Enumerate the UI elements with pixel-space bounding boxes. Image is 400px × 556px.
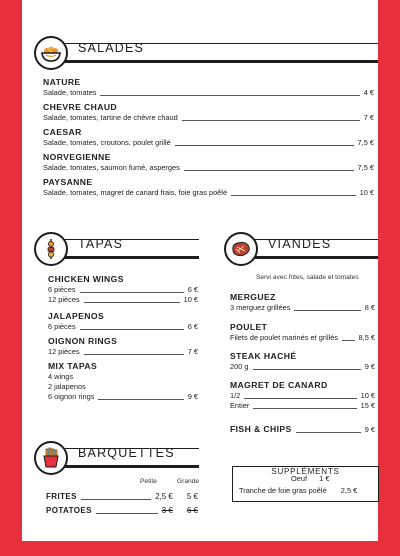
item-name: OIGNON RINGS (48, 336, 118, 346)
item-name: CAESAR (43, 127, 82, 137)
leader-dots (342, 340, 355, 341)
item-desc: 4 wings (48, 372, 74, 381)
item-price: 7 € (363, 113, 374, 122)
item-price: 8 € (364, 303, 375, 312)
item-name: POTATOES (46, 506, 92, 515)
item-name: Tranche de foie gras poêlé (239, 486, 327, 495)
price-large: 5 € (186, 492, 198, 501)
item-desc: 12 pièces (48, 295, 80, 304)
leader-dots (98, 399, 183, 400)
item-desc: 200 g (230, 362, 249, 371)
item-desc: Filets de poulet marinés et grillés (230, 333, 339, 342)
salade-chevre (43, 102, 374, 123)
item-price: 6 € (187, 322, 198, 331)
supplement-foie-gras (239, 486, 357, 495)
item-desc: 3 merguez grillées (230, 303, 291, 312)
item-name: NATURE (43, 77, 81, 87)
item-desc: 6 pièces (48, 322, 76, 331)
leader-dots (296, 432, 361, 433)
barquettes-title: BARQUETTES (78, 446, 175, 460)
leader-dots (100, 95, 359, 96)
fries-icon (34, 441, 68, 475)
item-price: 2,5 € (340, 486, 358, 495)
item-desc: 12 pièces (48, 347, 80, 356)
price-small: 3 € (161, 506, 173, 515)
salad-bowl-icon (34, 36, 68, 70)
item-price: 1 € (319, 474, 330, 483)
leader-dots (182, 120, 360, 121)
leader-dots (84, 302, 180, 303)
item-name: PAYSANNE (43, 177, 93, 187)
viande-magret (230, 380, 375, 411)
salade-norvegienne (43, 152, 374, 173)
viande-steak (230, 351, 375, 372)
item-desc: Entier (230, 401, 250, 410)
viande-poulet (230, 322, 375, 343)
tapas-mix (48, 361, 198, 402)
item-desc: Salade, tomates, magret de canard frais, foie gras poêlé (43, 188, 228, 197)
item-price: 15 € (360, 401, 375, 410)
item-desc: Salade, tomates, croutons, poulet grillé (43, 138, 171, 147)
viandes-header (224, 232, 378, 266)
item-price: 10 € (183, 295, 198, 304)
steak-icon (224, 232, 258, 266)
supplements-box (232, 466, 379, 502)
leader-dots (80, 329, 184, 330)
viandes-note: Servi avec frites, salade et tomates (256, 274, 359, 281)
item-name: Oeuf (291, 474, 308, 483)
salades-title: SALADES (78, 41, 145, 55)
item-desc: Salade, tomates, tartine de chèvre chaud (43, 113, 178, 122)
item-desc: Salade, tomates (43, 88, 97, 97)
barquette-potatoes (46, 506, 198, 516)
leader-dots (80, 292, 184, 293)
tapas-oignon-rings (48, 336, 198, 357)
leader-dots (253, 369, 361, 370)
tapas-header (34, 232, 199, 266)
leader-dots (175, 145, 354, 146)
leader-dots (81, 499, 151, 500)
item-price: 10 € (360, 391, 375, 400)
salade-paysanne (43, 177, 374, 198)
tapas-jalapenos (48, 311, 198, 332)
item-desc: 1/2 (230, 391, 241, 400)
leader-dots (244, 398, 356, 399)
skewer-icon (34, 232, 68, 266)
salade-caesar (43, 127, 374, 148)
leader-dots (84, 354, 184, 355)
leader-dots (184, 170, 354, 171)
viande-merguez (230, 292, 375, 313)
supplement-oeuf (291, 474, 329, 483)
salade-nature (43, 77, 374, 98)
price-large: 6 € (186, 506, 198, 515)
item-price: 7,5 € (357, 163, 374, 172)
item-price: 9 € (364, 362, 375, 371)
item-price: 7 € (187, 347, 198, 356)
item-price: 9 € (187, 392, 198, 401)
item-price: 4 € (363, 88, 374, 97)
item-desc: 6 oignon rings (48, 392, 95, 401)
salades-header (34, 36, 378, 70)
tapas-title: TAPAS (78, 237, 124, 251)
barquettes-header (34, 441, 199, 475)
item-desc: 2 jalapenos (48, 382, 86, 391)
item-name: POULET (230, 322, 268, 332)
menu-page (22, 0, 378, 541)
item-price: 9 € (364, 425, 375, 434)
leader-dots (294, 310, 360, 311)
item-price: 8,5 € (358, 333, 375, 342)
leader-dots (231, 195, 356, 196)
supplements-title: SUPPLÉMENTS (266, 467, 344, 476)
item-name: NORVEGIENNE (43, 152, 111, 162)
viandes-title: VIANDES (268, 237, 332, 251)
item-name: FRITES (46, 492, 77, 501)
item-price: 6 € (187, 285, 198, 294)
leader-dots (253, 408, 356, 409)
price-small: 2,5 € (155, 492, 173, 501)
tapas-title-bar (50, 239, 199, 259)
item-name: MIX TAPAS (48, 361, 98, 371)
item-name: JALAPENOS (48, 311, 105, 321)
item-name: STEAK HACHÉ (230, 351, 297, 361)
size-label-large: Grande (177, 478, 199, 485)
tapas-chicken-wings (48, 274, 198, 305)
item-name: MERGUEZ (230, 292, 276, 302)
item-desc: Salade, tomates, saumon fumé, asperges (43, 163, 180, 172)
item-name: FISH & CHIPS (230, 424, 292, 434)
item-name: MAGRET DE CANARD (230, 380, 328, 390)
leader-dots (96, 513, 158, 514)
item-name: CHEVRE CHAUD (43, 102, 118, 112)
item-price: 10 € (359, 188, 374, 197)
viande-fish-chips (230, 424, 375, 435)
item-desc: 6 pièces (48, 285, 76, 294)
item-name: CHICKEN WINGS (48, 274, 124, 284)
size-label-small: Petite (140, 478, 157, 485)
item-price: 7,5 € (357, 138, 374, 147)
barquette-frites (46, 492, 198, 502)
